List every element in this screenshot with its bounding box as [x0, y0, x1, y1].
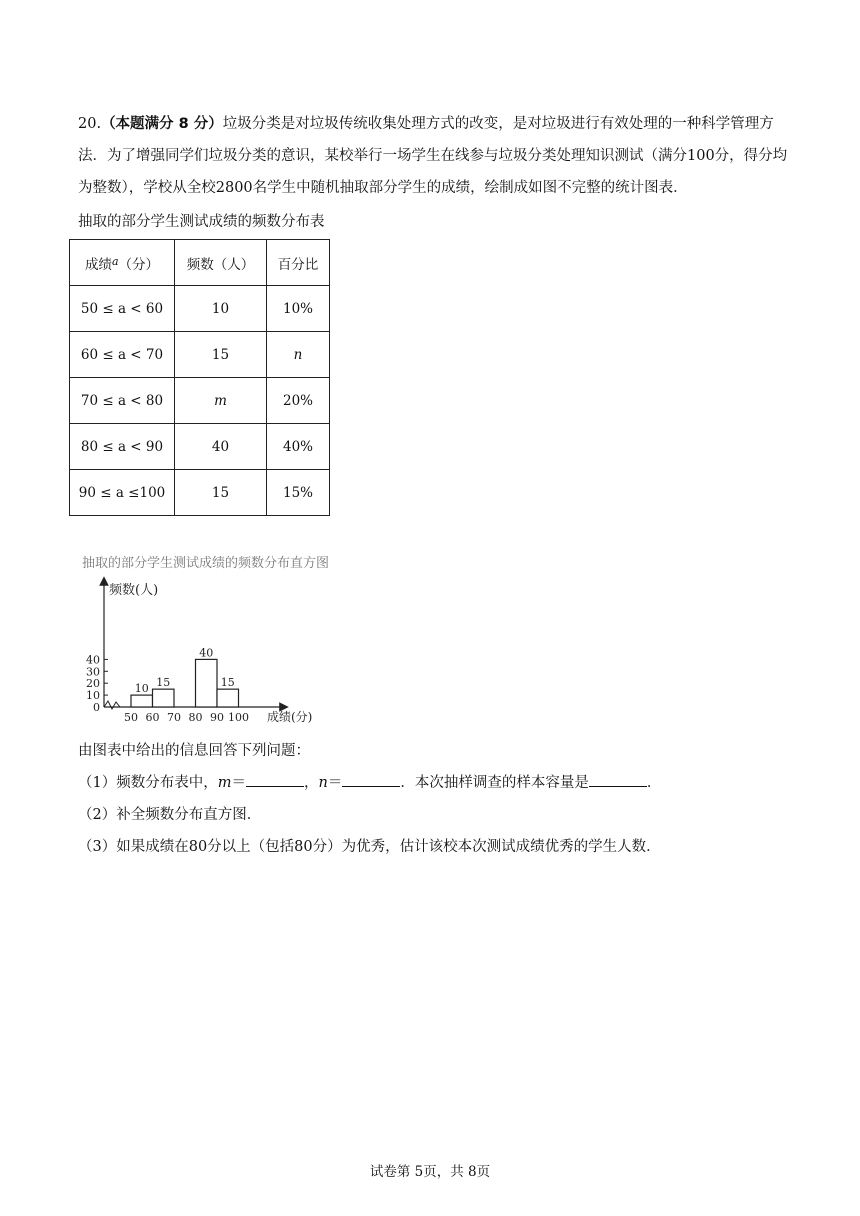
- table-header-row: [70, 240, 330, 286]
- y-axis-label: 频数(人): [109, 583, 159, 598]
- bar-value-label: 10: [134, 682, 149, 696]
- y-tick-label: 40: [86, 653, 100, 667]
- y-tick-label: 0: [93, 701, 100, 714]
- histogram-bar: [196, 659, 218, 707]
- x-tick-label: 80: [188, 711, 203, 724]
- page-footer: 试卷第 5页，共 8页: [369, 1164, 491, 1180]
- answer-blank-m[interactable]: [246, 772, 304, 787]
- histogram-bar: [217, 689, 239, 707]
- q1-eq-n: ＝: [327, 775, 343, 791]
- row-range: 50 ≤ a < 60: [70, 286, 175, 332]
- row-percent: 40%: [267, 424, 330, 470]
- questions-block: [78, 735, 661, 863]
- row-frequency: 40: [175, 424, 267, 470]
- row-range: 60 ≤ a < 70: [70, 332, 175, 378]
- histogram-chart: [84, 575, 344, 725]
- frequency-table: [69, 239, 330, 516]
- histogram-bar: [153, 689, 175, 707]
- q1-text-b: ．本次抽样调查的样本容量是: [400, 775, 589, 791]
- q1-var-n: n: [318, 775, 328, 791]
- row-frequency: 15: [175, 470, 267, 516]
- question-body: 垃圾分类是对垃圾传统收集处理方式的改变，是对垃圾进行有效处理的一种科学管理方法．为了增强同学们垃圾分类的意识，某校举行一场学生在线参与垃圾分类处理知识测试（满分100分，得分均为整数），学校从全校2800名学生中随机抽取部分学生的成绩，绘制成如图不完整的统计图表．: [78, 116, 788, 196]
- intro-line: 由图表中给出的信息回答下列问题：: [78, 743, 310, 759]
- row-percent: n: [267, 332, 330, 378]
- y-tick-label: 30: [86, 665, 100, 679]
- x-tick-label: 70: [167, 711, 181, 724]
- question-number: 20.: [78, 116, 102, 132]
- table-row: [70, 332, 330, 378]
- header-score-label: 成绩: [84, 256, 112, 273]
- q1-end: ．: [646, 775, 662, 791]
- q1-sep: ，: [303, 775, 319, 791]
- sub-question-1: [78, 767, 661, 799]
- header-frequency: 频数（人）: [175, 240, 267, 286]
- x-tick-label: 50: [124, 711, 138, 724]
- row-range: 70 ≤ a < 80: [70, 378, 175, 424]
- question-20: [78, 108, 788, 204]
- axis-break-mark: [104, 701, 131, 709]
- row-percent: 15%: [267, 470, 330, 516]
- table-row: [70, 470, 330, 516]
- x-tick-label: 60: [145, 711, 160, 724]
- bar-value-label: 15: [220, 676, 235, 690]
- q1-var-m: m: [217, 775, 232, 791]
- header-percent: 百分比: [267, 240, 330, 286]
- row-range: 80 ≤ a < 90: [70, 424, 175, 470]
- table-caption: 抽取的部分学生测试成绩的频数分布表: [78, 214, 325, 230]
- row-frequency: 10: [175, 286, 267, 332]
- header-score: [70, 240, 175, 286]
- answer-blank-sample[interactable]: [589, 772, 647, 787]
- bar-value-label: 40: [199, 646, 214, 660]
- row-percent: 10%: [267, 286, 330, 332]
- header-score-var: a: [111, 254, 119, 268]
- table-row: [70, 378, 330, 424]
- histogram-title: 抽取的部分学生测试成绩的频数分布直方图: [82, 556, 330, 571]
- row-range: 90 ≤ a ≤100: [70, 470, 175, 516]
- x-tick-label: 100: [228, 711, 249, 724]
- row-frequency: m: [175, 378, 267, 424]
- y-tick-label: 10: [86, 689, 100, 703]
- table-row: [70, 424, 330, 470]
- y-tick-label: 20: [86, 677, 100, 691]
- x-axis-label: 成绩(分): [267, 710, 313, 724]
- header-score-unit: （分）: [118, 256, 160, 273]
- q1-text: （1）频数分布表中，: [78, 775, 218, 791]
- x-tick-label: 90: [210, 711, 224, 724]
- histogram-bar: [131, 695, 153, 707]
- sub-question-2: （2）补全频数分布直方图．: [78, 807, 262, 823]
- score-note: （本题满分 8 分）: [101, 116, 223, 132]
- answer-blank-n[interactable]: [342, 772, 400, 787]
- row-frequency: 15: [175, 332, 267, 378]
- bar-value-label: 15: [156, 676, 171, 690]
- sub-question-3: （3）如果成绩在80分以上（包括80分）为优秀，估计该校本次测试成绩优秀的学生人数．: [78, 839, 661, 855]
- row-percent: 20%: [267, 378, 330, 424]
- table-row: [70, 286, 330, 332]
- q1-eq-m: ＝: [231, 775, 246, 791]
